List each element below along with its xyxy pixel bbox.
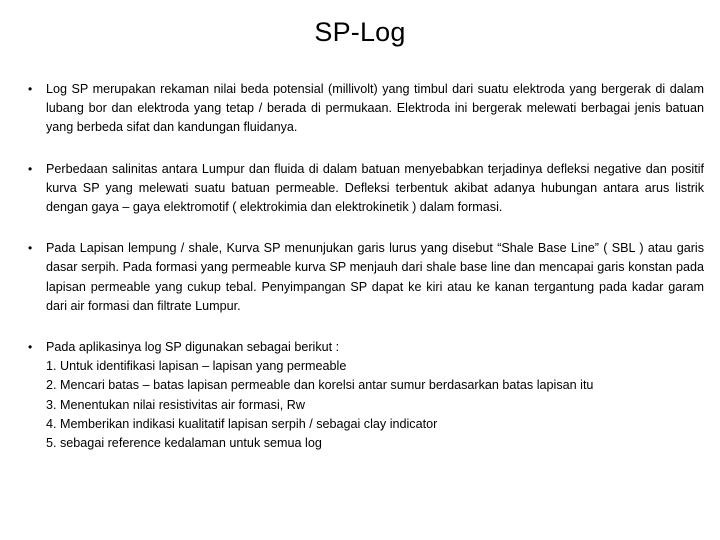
bullet-text xyxy=(46,338,704,453)
application-item: 3. Menentukan nilai resistivitas air formasi, Rw xyxy=(46,397,305,412)
bullet-dot-icon: • xyxy=(28,82,33,96)
bullet-item-sp-applications xyxy=(24,338,704,453)
bullet-dot-icon: • xyxy=(28,340,33,355)
bullet-text: Log SP merupakan rekaman nilai beda potensial (millivolt) yang timbul dari suatu elektroda yang bergerak di dalam lubang bor dan elektroda yang tetap / berada di permukaan. Elektroda ini bergerak melewati berbagai jenis batuan yang berbeda sifat dan kandungan fluidanya. xyxy=(46,82,704,135)
bullet-dot-icon: • xyxy=(28,161,33,176)
bullet-text: Perbedaan salinitas antara Lumpur dan fluida di dalam batuan menyebabkan terjadinya defleksi negative dan positif kurva SP yang melewati suatu batuan permeable. Defleksi terbentuk akibat adanya hubungan antara arus listrik dengan gaya – gaya elektromotif ( elektrokimia dan elektrokinetik ) dalam formasi. xyxy=(46,161,704,215)
application-item: 2. Mencari batas – batas lapisan permeable dan korelsi antar sumur berdasarkan batas lapisan itu xyxy=(46,378,594,393)
applications-intro: Pada aplikasinya log SP digunakan sebagai berikut : xyxy=(46,340,340,355)
bullet-item-shale-base-line xyxy=(24,239,704,316)
application-item: 5. sebagai reference kedalaman untuk semua log xyxy=(46,436,322,451)
bullet-item-salinity-difference xyxy=(24,160,704,218)
application-item: 1. Untuk identifikasi lapisan – lapisan yang permeable xyxy=(46,359,347,374)
bullet-text: Pada Lapisan lempung / shale, Kurva SP menunjukan garis lurus yang disebut “Shale Base Line” ( SBL ) atau garis dasar serpih. Pada formasi yang permeable kurva SP menjauh dari shale base line dan mencapai garis konstan pada lapisan permeable yang cukup tebal. Penyimpangan SP dapat ke kiri atau ke kanan tergantung pada kadar garam dari air formasi dan filtrate Lumpur. xyxy=(46,241,704,313)
bullet-dot-icon: • xyxy=(28,241,33,256)
bullet-item-log-sp-definition xyxy=(24,80,704,138)
application-item: 4. Memberikan indikasi kualitatif lapisan serpih / sebagai clay indicator xyxy=(46,416,438,431)
bullet-list xyxy=(24,80,704,475)
slide-title: SP-Log xyxy=(314,17,406,47)
